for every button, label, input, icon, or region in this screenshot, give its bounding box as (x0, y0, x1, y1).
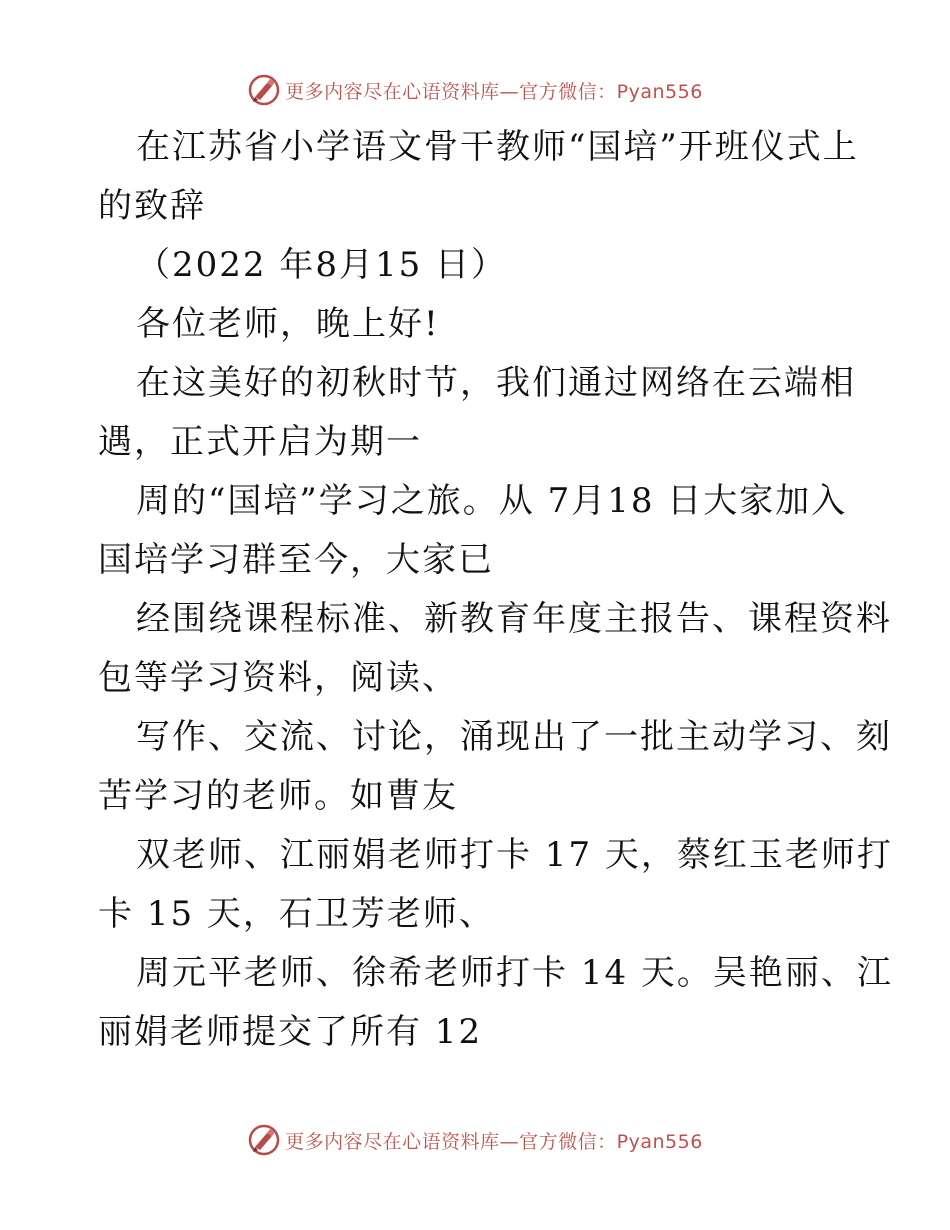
text-line: 苦学习的老师。如曹友 (98, 776, 458, 816)
banner-text: 更多内容尽在心语资料库—官方微信：Pyan556 (285, 80, 703, 103)
text-line: （2022 年8月15 日） (136, 245, 508, 285)
text-line: 周元平老师、徐希老师打卡 14 天。吴艳丽、江 (136, 953, 893, 993)
text-line: 在江苏省小学语文骨干教师“国培”开班仪式上 (136, 127, 859, 167)
text-line: 卡 15 天，石卫芳老师、 (98, 894, 495, 934)
footer-banner (0, 1120, 950, 1160)
text-line: 在这美好的初秋时节，我们通过网络在云端相 (136, 363, 856, 403)
pen-logo-icon (247, 1123, 281, 1157)
text-line: 国培学习群至今，大家已 (98, 540, 494, 580)
text-line: 各位老师，晚上好! (136, 304, 440, 344)
document-body (98, 118, 893, 1062)
header-banner (0, 70, 950, 110)
text-line: 丽娟老师提交了所有 12 (98, 1012, 483, 1052)
pen-logo-icon (247, 73, 281, 107)
banner-text: 更多内容尽在心语资料库—官方微信：Pyan556 (285, 1130, 703, 1153)
text-line: 包等学习资料，阅读、 (98, 658, 458, 698)
text-line: 经围绕课程标准、新教育年度主报告、课程资料 (136, 599, 892, 639)
text-line: 周的“国培”学习之旅。从 7月18 日大家加入 (136, 481, 848, 521)
text-line: 遇，正式开启为期一 (98, 422, 422, 462)
text-line: 写作、交流、讨论，涌现出了一批主动学习、刻 (136, 717, 892, 757)
text-line: 双老师、江丽娟老师打卡 17 天，蔡红玉老师打 (136, 835, 893, 875)
text-line: 的致辞 (98, 186, 206, 226)
